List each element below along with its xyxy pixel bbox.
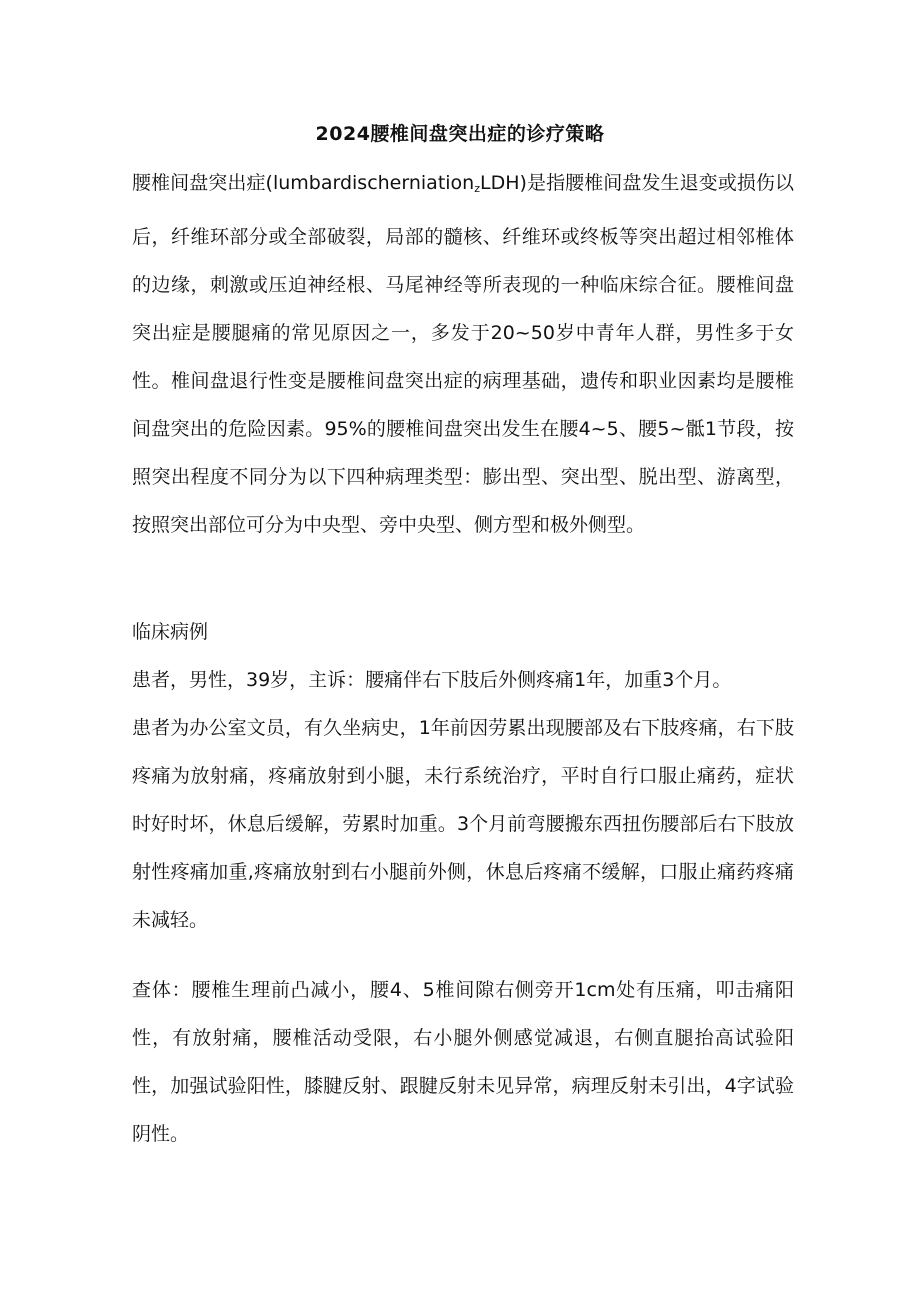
section-heading: 临床病例 — [132, 621, 209, 643]
intro-text-start: 腰椎间盘突出症(lumbardischerniation — [132, 172, 475, 194]
case-summary-paragraph: 患者，男性，39岁，主诉：腰痛伴右下肢后外侧疼痛1年，加重3个月。 — [132, 669, 732, 691]
physical-exam-paragraph: 查体：腰椎生理前凸减小，腰4、5椎间隙右侧旁开1cm处有压痛，叩击痛阳性，有放射痛，腰椎活动受限，右小腿外侧感觉减退，右侧直腿抬高试验阳性，加强试验阳性，膝腱反射、跟腱反射未见异常，病理反射未引出，4字试验阴性。 — [132, 979, 794, 1145]
case-history-paragraph: 患者为办公室文员，有久坐病史，1年前因劳累出现腰部及右下肢疼痛，右下肢疼痛为放射痛，疼痛放射到小腿，未行系统治疗，平时自行口服止痛药，症状时好时坏，休息后缓解，劳累时加重。3个月前弯腰搬东西扭伤腰部后右下肢放射性疼痛加重,疼痛放射到右小腿前外侧，休息后疼痛不缓解，口服止痛药疼痛未减轻。 — [132, 717, 794, 931]
intro-text-rest: LDH)是指腰椎间盘发生退变或损伤以后，纤维环部分或全部破裂，局部的髓核、纤维环或终板等突出超过相邻椎体的边缘，刺激或压迫神经根、马尾神经等所表现的一种临床综合征。腰椎间盘突出症是腰腿痛的常见原因之一，多发于20~50岁中青年人群，男性多于女性。椎间盘退行性变是腰椎间盘突出症的病理基础，遗传和职业因素均是腰椎间盘突出的危险因素。95%的腰椎间盘突出发生在腰4~5、腰5~骶1节段，按照突出程度不同分为以下四种病理类型：膨出型、突出型、脱出型、游离型，按照突出部位可分为中央型、旁中央型、侧方型和极外侧型。 — [132, 172, 794, 536]
intro-paragraph — [132, 159, 794, 549]
intro-subscript: z — [474, 182, 480, 195]
document-title: 2024腰椎间盘突出症的诊疗策略 — [315, 123, 605, 145]
